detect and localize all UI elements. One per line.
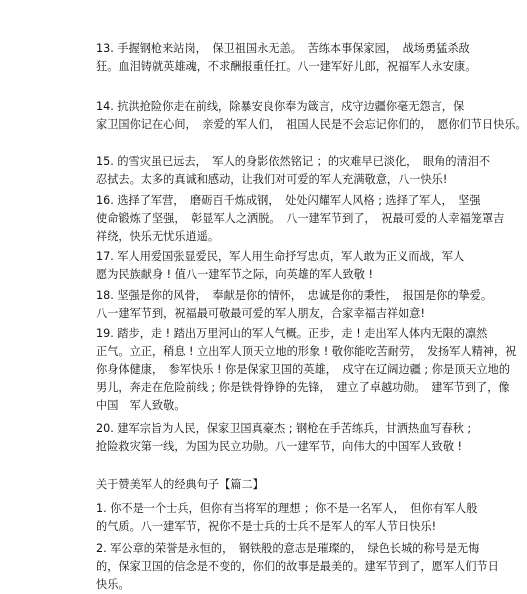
text-line: 的气质。八一建军节，祝你不是士兵的士兵不是军人的军人节日快乐! <box>96 520 437 533</box>
text-line: 17. 军人用爱国张显爱民，军人用生命抒写忠贞，军人敢为正义而战，军人 <box>96 250 465 263</box>
paragraph-15 <box>96 153 491 189</box>
text-line: 20. 建军宗旨为人民，保家卫国真豪杰 ; 钢枪在手苦练兵，甘洒热血写春秋 ; <box>96 422 472 435</box>
text-line: 18. 坚强是你的风骨， 奉献是你的情怀， 忠诚是你的秉性， 报国是你的挚爱。 <box>96 289 493 302</box>
text-line: 忍拭去。太多的真诚和感动，让我们对可爱的军人充满敬意，八一快乐! <box>96 173 448 186</box>
text-line: 使命锻炼了坚强， 彰显军人之洒脱。 八一建军节到了， 祝最可爱的人幸福笼罩吉 <box>96 212 505 225</box>
paragraph-2-1 <box>96 500 478 536</box>
text-line: 14. 抗洪抢险你走在前线，除暴安良你奉为箴言，戍守边疆你毫无怨言，保 <box>96 100 465 113</box>
heading-text: 关于赞美军人的经典句子【篇二】 <box>96 478 264 491</box>
text-line: 13. 手握钢枪来站岗， 保卫祖国永无恙。 苦练本事保家园， 战场勇猛杀敌 <box>96 42 470 55</box>
text-line: 的，保家卫国的信念是不变的，你们的故事是最美的。建军节到了，愿军人们节日 <box>96 560 499 573</box>
text-line: 中国 军人致敬。 <box>96 399 186 412</box>
section-heading <box>96 476 432 494</box>
text-line: 愿为民族献身 ! 值八一建军节之际，向英雄的军人致敬 ! <box>96 268 373 281</box>
paragraph-17 <box>96 248 465 284</box>
text-line: 家卫国你记在心间， 亲爱的军人们， 祖国人民是不会忘记你们的， 愿你们节日快乐。 <box>96 118 527 131</box>
paragraph-14 <box>96 98 527 134</box>
text-line: 正气。立正，稍息 ! 立出军人顶天立地的形象 ! 敬你能吃苦耐劳， 发扬军人精神，祝 <box>96 345 517 358</box>
text-line: 2. 军公章的荣誉是永恒的， 钢铁般的意志是璀璨的， 绿色长城的称号是无悔 <box>96 542 480 555</box>
text-line: 快乐。 <box>96 578 130 591</box>
text-line: 狂。血泪铸就英雄魂，不求酬报重任扛。八一建军好儿郎，祝福军人永安康。 <box>96 60 477 73</box>
text-line: 15. 的雪灾虽已远去， 军人的身影依然铭记 ；的灾难早已淡化， 眼角的清泪不 <box>96 155 491 168</box>
text-line: 19. 踏步，走 ! 踏出万里河山的军人气概。正步，走 ! 走出军人体内无限的凛然 <box>96 327 488 340</box>
text-line: 祥绕，快乐无忧乐逍遥。 <box>96 230 220 243</box>
paragraph-2-2 <box>96 540 499 594</box>
text-line: 1. 你不是一个士兵，但你有当将军的理想 ；你不是一名军人， 但你有军人般 <box>96 502 478 515</box>
text-line: 八一建军节到，祝福最可敬最可爱的军人朋友，合家幸福吉祥如意! <box>96 307 425 320</box>
paragraph-16 <box>96 192 505 246</box>
text-line: 男儿，奔走在危险前线 ; 你是铁骨铮铮的先锋， 建立了卓越功勋。 建军节到了，像 <box>96 381 510 394</box>
paragraph-18 <box>96 287 493 323</box>
text-line: 你身体健康， 参军快乐 ! 你是保家卫国的英雄， 戍守在辽阔边疆 ; 你是顶天立地的 <box>96 363 511 376</box>
paragraph-19 <box>96 325 517 415</box>
text-line: 抢险救灾第一线，为国为民立功勋。八一建军节，向伟大的中国军人致敬 ! <box>96 440 463 453</box>
paragraph-20 <box>96 420 472 456</box>
paragraph-13 <box>96 40 477 76</box>
text-line: 16. 选择了军营， 磨砺百千炼成钢， 处处闪耀军人风格 ; 选择了军人， 坚强 <box>96 194 481 207</box>
